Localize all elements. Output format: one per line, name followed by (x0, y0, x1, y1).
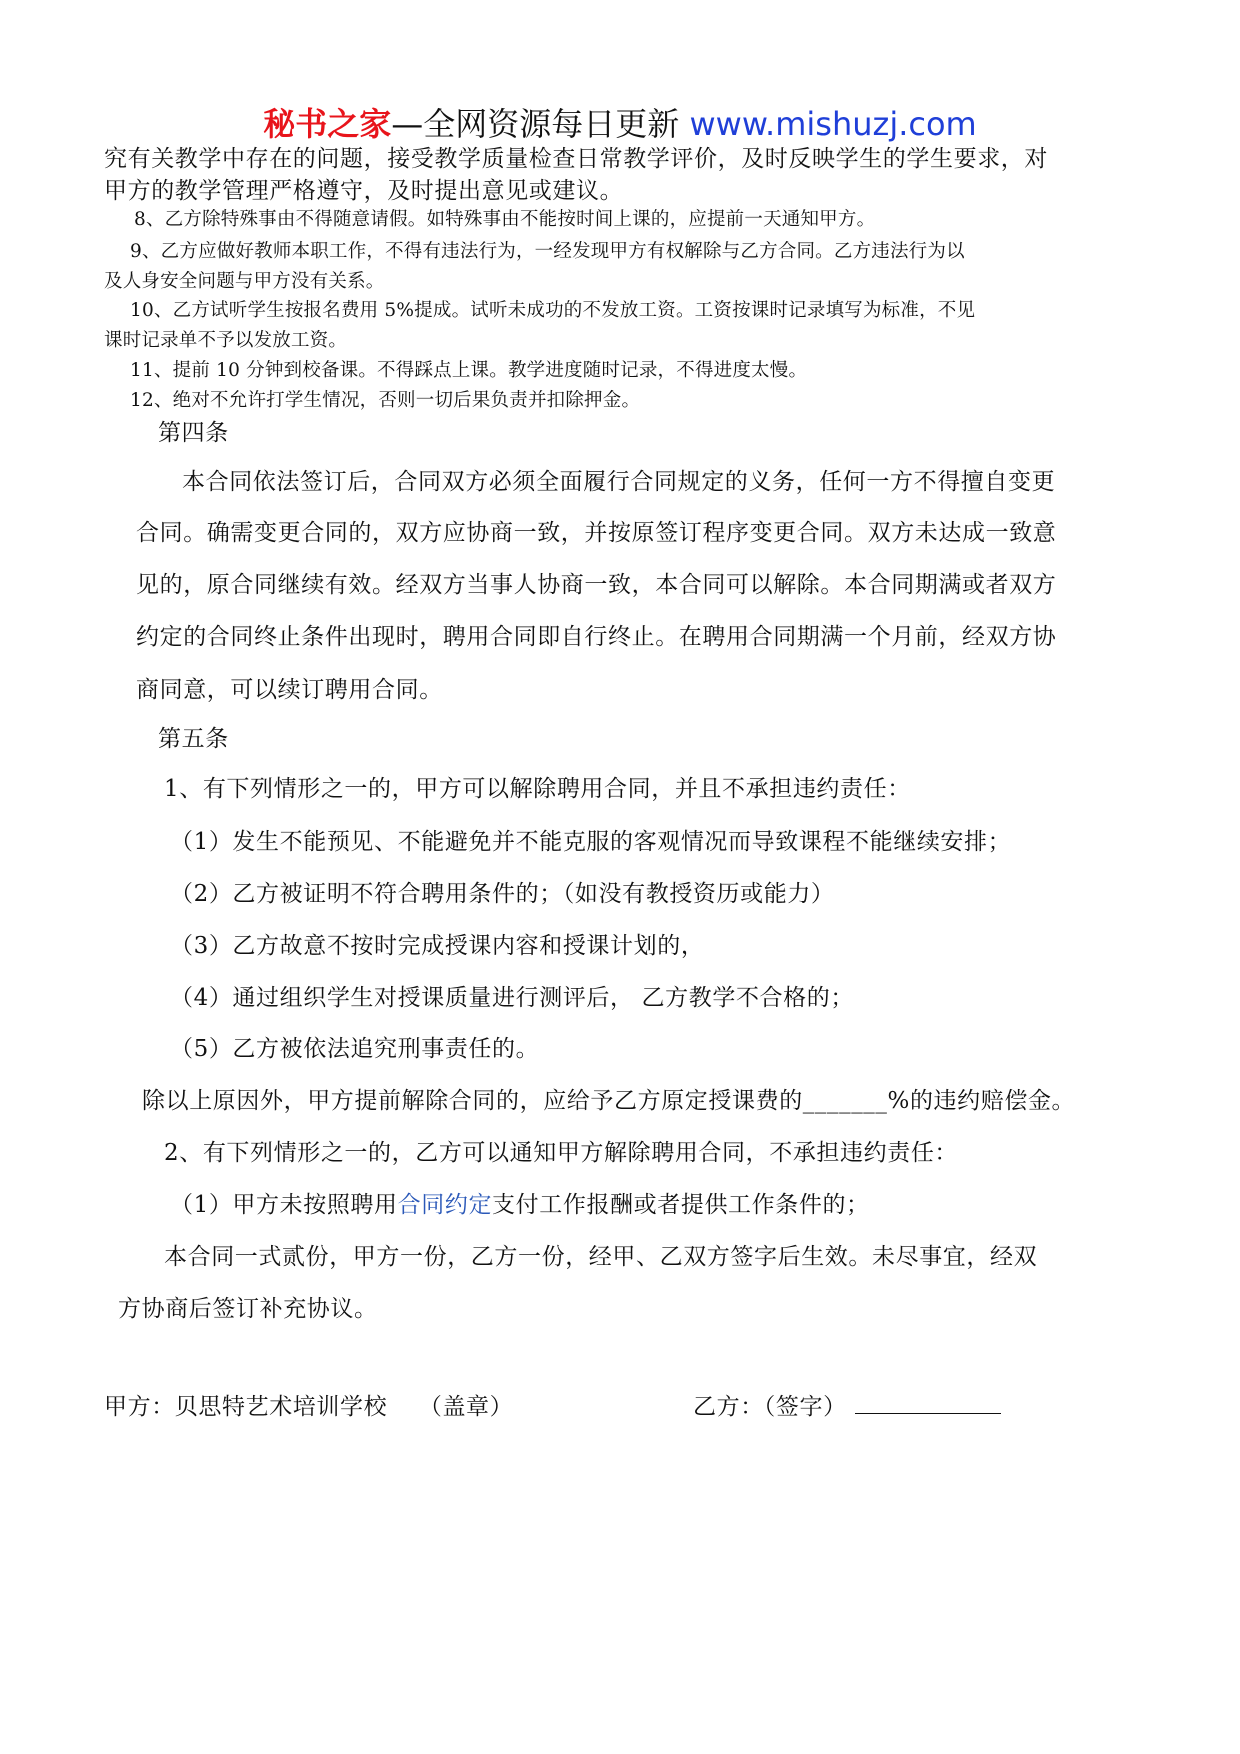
case-b1-text-a: （1）甲方未按照聘用 (170, 1192, 398, 1218)
page-header (0, 104, 1240, 144)
article-5-case-4: （4）通过组织学生对授课质量进行测评后， 乙方教学不合格的； (170, 985, 854, 1011)
article-5-case-b1 (170, 1186, 870, 1219)
article-5-para-2: 2、有下列情形之一的，乙方可以通知甲方解除聘用合同，不承担违约责任： (164, 1140, 959, 1166)
party-b-signature (693, 1388, 1001, 1421)
contract-agreement-link[interactable]: 合同约定 (397, 1192, 493, 1218)
clause3-continuation-line-1: 究有关教学中存在的问题，接受教学质量检查日常教学评价，及时反映学生的学生要求，对 (104, 146, 1048, 172)
article-4-line-5: 商同意，可以续订聘用合同。 (136, 677, 443, 703)
case-b1-text-b: 支付工作报酬或者提供工作条件的； (492, 1192, 870, 1218)
item-11: 11、提前 10 分钟到校备课。不得踩点上课。教学进度随时记录，不得进度太慢。 (130, 360, 808, 381)
item-9-line-1: 9、乙方应做好教师本职工作，不得有违法行为，一经发现甲方有权解除与乙方合同。乙方违法行为以 (130, 241, 965, 262)
party-a-signature: 甲方：贝思特艺术培训学校 （盖章） (104, 1394, 514, 1420)
article-4-line-1: 本合同依法签订后，合同双方必须全面履行合同规定的义务，任何一方不得擅自变更 (182, 469, 1056, 495)
article-4-line-4: 约定的合同终止条件出现时，聘用合同即自行终止。在聘用合同期满一个月前，经双方协 (136, 624, 1057, 650)
article-5-case-1: （1）发生不能预见、不能避免并不能克服的客观情况而导致课程不能继续安排； (170, 829, 1012, 855)
header-url-link[interactable]: www.mishuzj.com (689, 105, 977, 143)
article-4-title: 第四条 (158, 420, 229, 446)
article-5-case-3: （3）乙方故意不按时完成授课内容和授课计划的， (170, 933, 705, 959)
signature-blank-line[interactable] (855, 1391, 1001, 1414)
article-5-case-5: （5）乙方被依法追究刑事责任的。 (170, 1036, 540, 1062)
article-5-para-1: 1、有下列情形之一的，甲方可以解除聘用合同，并且不承担违约责任： (164, 776, 911, 802)
header-tagline: —全网资源每日更新 (391, 105, 690, 143)
article-5-case-2: （2）乙方被证明不符合聘用条件的；（如没有教授资历或能力） (170, 881, 835, 907)
closing-line-2: 方协商后签订补充协议。 (118, 1296, 378, 1322)
article-4-line-2: 合同。确需变更合同的，双方应协商一致，并按原签订程序变更合同。双方未达成一致意 (136, 520, 1057, 546)
item-10-line-1: 10、乙方试听学生按报名费用 5%提成。试听未成功的不发放工资。工资按课时记录填写为标准，不见 (130, 300, 976, 321)
article-5-compensation: 除以上原因外，甲方提前解除合同的，应给予乙方原定授课费的_______%的违约赔偿金。 (142, 1088, 1076, 1114)
party-b-label: 乙方：（签字） (693, 1394, 847, 1420)
header-brand: 秘书之家 (263, 105, 392, 143)
clause3-continuation-line-2: 甲方的教学管理严格遵守，及时提出意见或建议。 (104, 178, 624, 204)
item-10-line-2: 课时记录单不予以发放工资。 (104, 330, 348, 351)
item-9-line-2: 及人身安全问题与甲方没有关系。 (104, 271, 385, 292)
item-12: 12、绝对不允许打学生情况，否则一切后果负责并扣除押金。 (130, 390, 641, 411)
item-8: 8、乙方除特殊事由不得随意请假。如特殊事由不能按时间上课的，应提前一天通知甲方。 (134, 209, 876, 230)
closing-line-1: 本合同一式贰份，甲方一份，乙方一份，经甲、乙双方签字后生效。未尽事宜，经双 (164, 1244, 1038, 1270)
article-4-line-3: 见的，原合同继续有效。经双方当事人协商一致，本合同可以解除。本合同期满或者双方 (136, 572, 1057, 598)
article-5-title: 第五条 (158, 726, 229, 752)
